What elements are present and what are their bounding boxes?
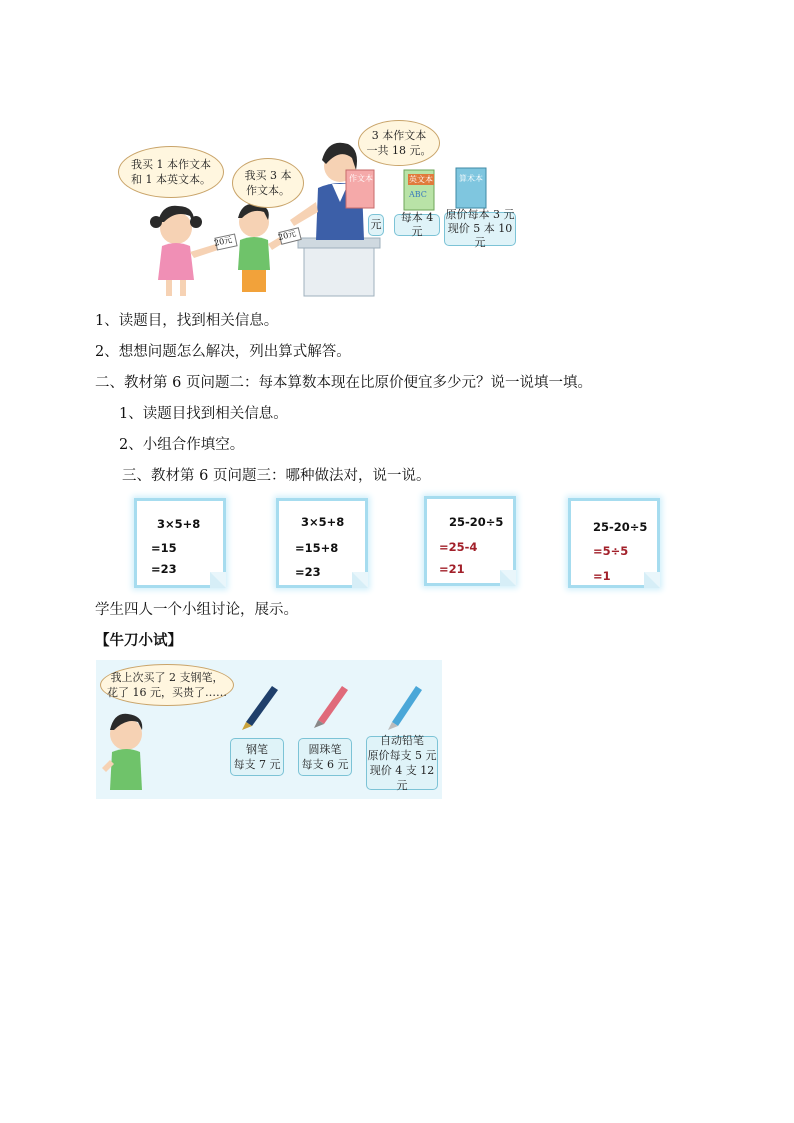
calc-card-2 — [276, 498, 368, 588]
pens-illustration — [96, 660, 442, 799]
step-1-text: 1、读题目，找到相关信息。 — [95, 313, 279, 329]
price-box-arithmetic-line-1: 原价每本 3 元 — [445, 208, 515, 221]
price-box-arithmetic — [444, 208, 516, 249]
practice-speech-bubble — [100, 664, 234, 706]
calc-card-1-step-2: =23 — [151, 562, 177, 576]
fountain-pen-price-box — [230, 738, 284, 776]
price-box-composition-text: 元 — [370, 218, 382, 231]
practice-heading: 【牛刀小试】 — [95, 633, 182, 649]
mechanical-pencil-shape — [392, 686, 422, 726]
ballpoint-pen-label: 圆珠笔 — [308, 743, 342, 756]
mechanical-pencil-price-box — [366, 736, 438, 790]
boy-bubble-line-1: 我买 3 本 — [244, 169, 292, 182]
calc-card-3-step-1: =25-4 — [439, 540, 478, 554]
boy-bubble-line-2: 作文本。 — [246, 184, 290, 197]
calc-card-2-expression: 3×5+8 — [301, 515, 345, 529]
money-note-boy: 20元 — [277, 228, 298, 243]
mechanical-pencil-current-price: 现价 4 支 12 元 — [369, 764, 435, 792]
calc-card-1 — [134, 498, 226, 588]
calc-card-1-expression: 3×5+8 — [157, 517, 201, 531]
calc-card-4-step-1: =5÷5 — [593, 544, 629, 558]
sub-step-1-text: 1、读题目找到相关信息。 — [119, 406, 288, 422]
book-label-english: 英文本 — [409, 175, 433, 184]
calc-card-3-step-2: =21 — [439, 562, 465, 576]
girl-speech-bubble — [118, 146, 224, 198]
calc-card-3-expression: 25-20÷5 — [449, 515, 504, 529]
mechanical-pencil-original-price: 原价每支 5 元 — [367, 749, 437, 762]
shopping-illustration — [118, 118, 518, 298]
ballpoint-pen-shape — [318, 686, 348, 724]
practice-bubble-line-1: 我上次买了 2 支钢笔， — [110, 671, 224, 684]
practice-boy-body — [110, 749, 142, 790]
girl-bubble-line-2: 和 1 本英文本。 — [131, 173, 211, 186]
girl-body — [158, 243, 194, 280]
price-box-composition — [368, 214, 384, 236]
calc-card-2-step-2: =23 — [295, 565, 321, 579]
calc-card-3 — [424, 496, 516, 586]
section-2-heading: 二、教材第 6 页问题二：每本算数本现在比原价便宜多少元？说一说填一填。 — [95, 375, 592, 391]
boy-speech-bubble — [232, 158, 304, 208]
money-note-girl: 20元 — [213, 235, 233, 248]
mechanical-pencil-label: 自动铅笔 — [380, 734, 424, 747]
step-2-text: 2、想想问题怎么解决，列出算式解答。 — [95, 344, 351, 360]
fountain-pen-shape — [246, 686, 278, 726]
counter-shape — [304, 244, 374, 296]
calc-card-4-expression: 25-20÷5 — [593, 520, 648, 534]
fountain-pen-price: 每支 7 元 — [233, 758, 281, 771]
ballpoint-pen-price: 每支 6 元 — [301, 758, 349, 771]
boy-body — [238, 237, 270, 270]
price-box-english-text: 每本 4 元 — [400, 211, 434, 238]
price-box-arithmetic-line-2: 现价 5 本 10 元 — [447, 222, 513, 249]
ballpoint-pen-price-box — [298, 738, 352, 776]
teacher-bubble-line-1: 3 本作文本 — [371, 129, 427, 142]
book-label-composition: 作文本 — [349, 174, 373, 183]
teacher-speech-bubble — [358, 120, 440, 166]
calc-card-1-step-1: =15 — [151, 541, 177, 555]
girl-bubble-line-1: 我买 1 本作文本 — [131, 158, 211, 171]
sub-step-2-text: 2、小组合作填空。 — [119, 437, 245, 453]
calc-card-4 — [568, 498, 660, 588]
practice-bubble-line-2: 花了 16 元，买贵了…… — [107, 686, 227, 699]
calc-card-2-step-1: =15+8 — [295, 541, 339, 555]
calc-card-4-step-2: =1 — [593, 569, 611, 583]
teacher-bubble-line-2: 一共 18 元。 — [366, 144, 432, 157]
book-abc-text: ABC — [409, 190, 427, 199]
book-label-arithmetic: 算术本 — [459, 174, 483, 183]
discussion-text: 学生四人一个小组讨论，展示。 — [95, 602, 298, 618]
price-box-english — [394, 211, 440, 238]
section-3-heading: 三、教材第 6 页问题三：哪种做法对，说一说。 — [122, 468, 431, 484]
fountain-pen-label: 钢笔 — [246, 743, 268, 756]
